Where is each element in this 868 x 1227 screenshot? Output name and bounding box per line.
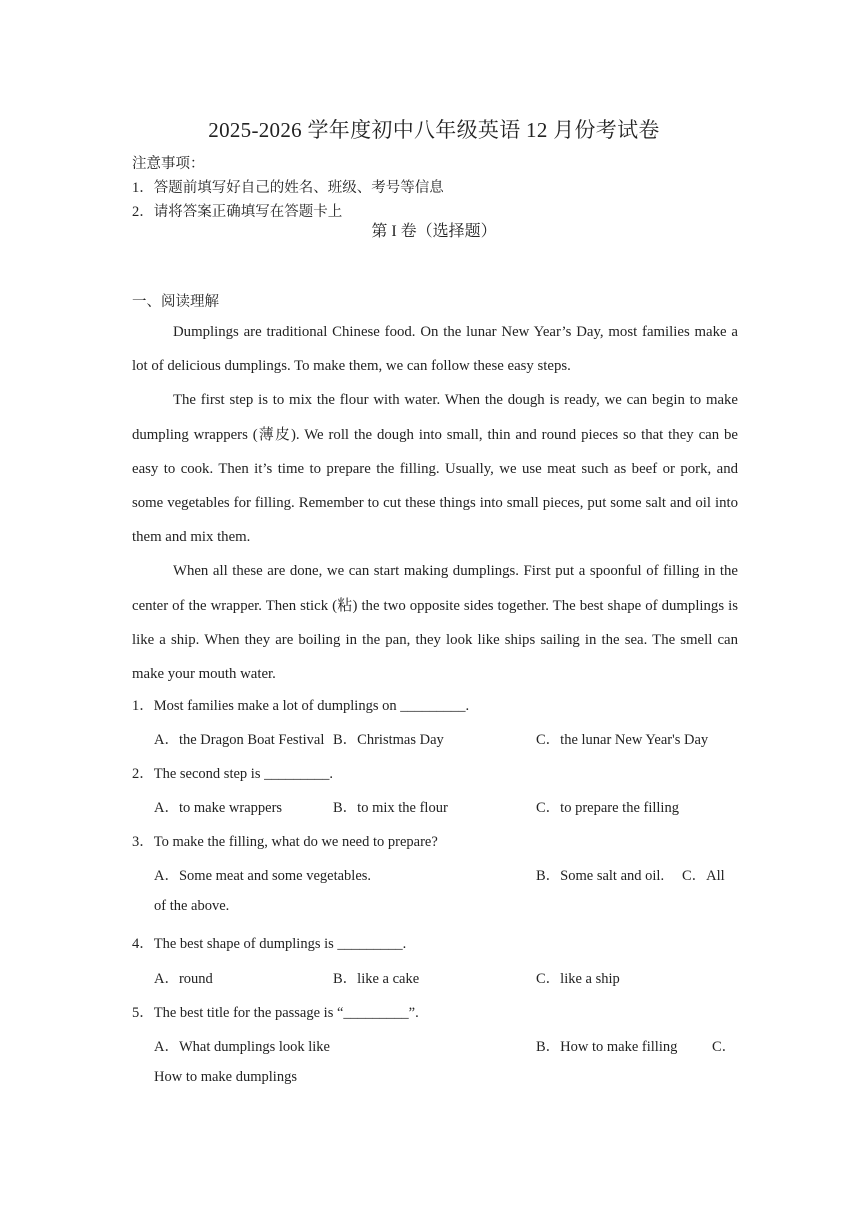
passage-paragraph: The first step is to mix the flour with water. When the dough is ready, we can begin to make dumpling wrappers (薄皮). We roll the dough into small, thin and round pieces so that they can be easy to cook. Then it’s time to prepare the filling. Usually, we use meat such as beef or pork, and some vegetables for filling. Remember to cut these things into small pieces, put some salt and oil into them and mix them.: [132, 392, 738, 546]
question-5-option-c-continued: How to make dumplings: [154, 1069, 297, 1085]
question-3-option-c: C．All: [682, 868, 725, 884]
question-1-stem: 1．Most families make a lot of dumplings on _________.: [132, 698, 470, 714]
question-2-stem: 2．The second step is _________.: [132, 766, 333, 782]
reading-passage: [132, 315, 738, 691]
question-2-option-a: A．to make wrappers: [154, 800, 283, 816]
passage-paragraph: When all these are done, we can start making dumplings. First put a spoonful of filling in the center of the wrapper. Then stick (粘) the two opposite sides together. The best shape of dumplings is like a ship. When they are boiling in the pan, they look like ships sailing in the sea. The smell can make your mouth water.: [132, 563, 738, 683]
question-4-option-c: C．like a ship: [536, 971, 620, 987]
question-5-stem: 5．The best title for the passage is “_________”.: [132, 1005, 419, 1021]
question-3-option-c-continued: of the above.: [154, 898, 230, 914]
question-3-option-b: B．Some salt and oil.: [536, 868, 665, 884]
question-5-option-c: C．: [712, 1039, 737, 1055]
question-1-option-a: A．the Dragon Boat Festival: [154, 732, 325, 748]
question-1-option-c: C．the lunar New Year's Day: [536, 732, 709, 748]
notice-heading: 注意事项：: [132, 156, 205, 172]
question-3-stem: 3．To make the filling, what do we need to prepare?: [132, 834, 438, 850]
question-5-option-a: A．What dumplings look like: [154, 1039, 330, 1055]
question-3-option-a: A．Some meat and some vegetables.: [154, 868, 372, 884]
question-5-option-b: B．How to make filling: [536, 1039, 678, 1055]
question-2-option-b: B．to mix the flour: [333, 800, 448, 816]
notice-item-1: 1．答题前填写好自己的姓名、班级、考号等信息: [132, 180, 444, 196]
question-2-option-c: C．to prepare the filling: [536, 800, 679, 816]
part-title: 第 I 卷（选择题）: [371, 223, 497, 240]
exam-title: 2025-2026 学年度初中八年级英语 12 月份考试卷: [208, 118, 660, 142]
passage-paragraph: Dumplings are traditional Chinese food. On the lunar New Year’s Day, most families make a lot of delicious dumplings. To make them, we can follow these easy steps.: [132, 324, 738, 375]
question-4-option-a: A．round: [154, 971, 213, 987]
question-1-option-b: B．Christmas Day: [333, 732, 444, 748]
notice-item-2: 2．请将答案正确填写在答题卡上: [132, 204, 343, 220]
question-4-option-b: B．like a cake: [333, 971, 420, 987]
section-title: 一、阅读理解: [132, 294, 219, 310]
question-4-stem: 4．The best shape of dumplings is _________.: [132, 936, 407, 952]
